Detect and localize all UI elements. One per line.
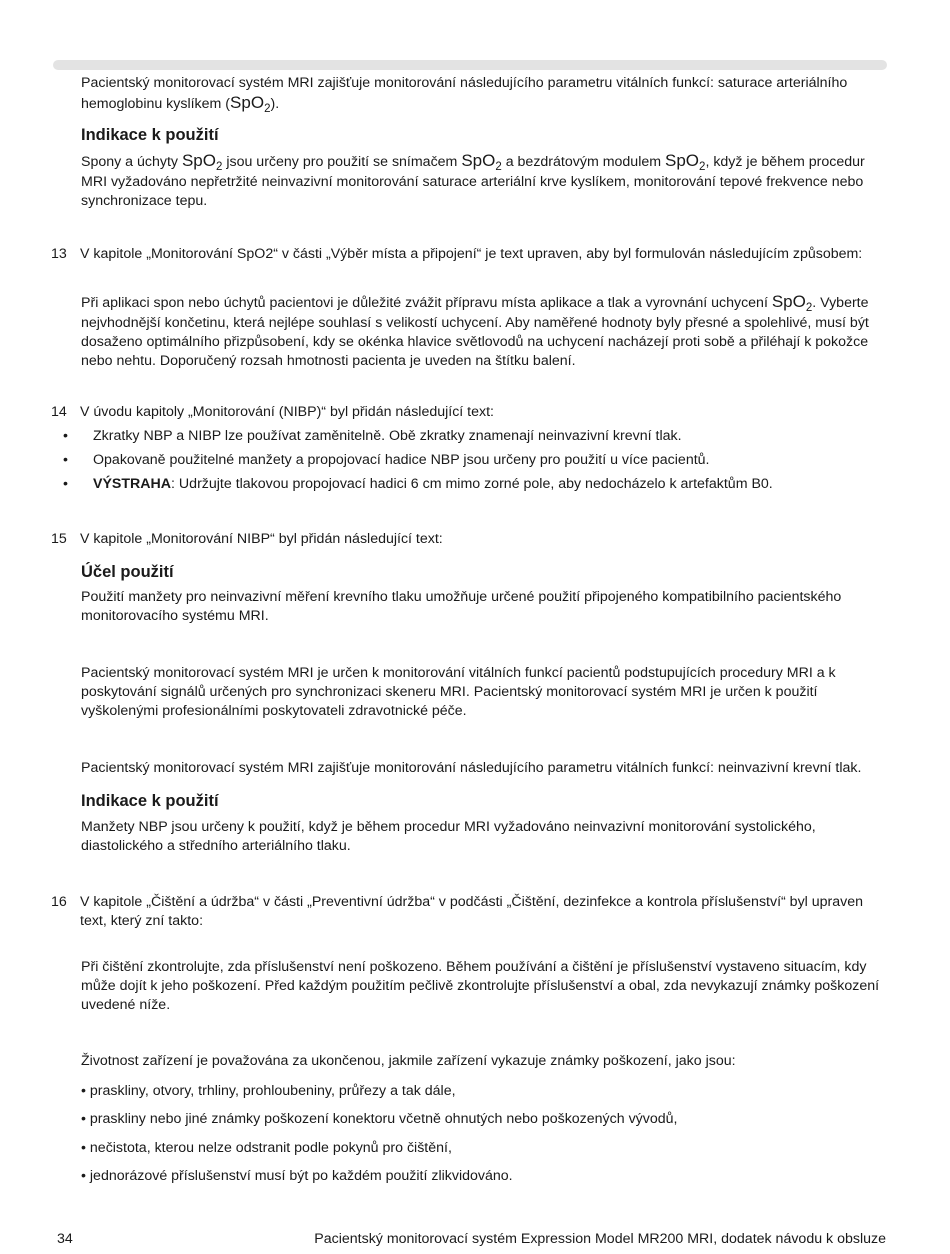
indication-heading-2: Indikace k použití: [81, 792, 219, 810]
section-16-para-1: Při čištění zkontrolujte, zda příslušenství není poškozeno. Během používání a čištění je příslušenství vystaveno situacím, kdy může dojít k jeho poškození. Před každým použitím pečlivě zkontrolujte příslušenství a obal, zda nevykazují známky poškození uvedené níže.: [81, 959, 880, 1013]
section-15-number: 15: [51, 531, 67, 547]
section-16-intro: V kapitole „Čištění a údržba“ v části „Preventivní údržba“ v podčásti „Čištění, dezinfekce a kontrola příslušenství“ byl upraven text, který zní takto:: [80, 894, 864, 929]
list-item: • Opakovaně použitelné manžety a propojovací hadice NBP jsou určeny pro použití u více pacientů.: [63, 452, 710, 468]
section-15-para-4: Manžety NBP jsou určeny k použití, když je během procedur MRI vyžadováno neinvazivní monitorování systolického, diastolického a středního arteriálního tlaku.: [81, 819, 816, 854]
list-item: • nečistota, kterou nelze odstranit podle pokynů pro čištění,: [81, 1140, 452, 1156]
spo2-indication: Spony a úchyty SpO$_2$ jsou určeny pro použití se snímačem SpO$_2$ a bezdrátovým modulem SpO$_2$, když je během procedur MRI vyžadováno nepřetržité neinvazivní monitorování saturace arteriální krve kyslíkem, monitorování tepové frekvence nebo synchronizace tepu.: [81, 151, 865, 209]
section-15-para-2: Pacientský monitorovací systém MRI je určen k monitorování vitálních funkcí pacientů podstupujících procedury MRI a k poskytování signálů určených pro synchronizaci skeneru MRI. Pacientský monitorovací systém MRI je určen k použití vyškolenými profesionálními poskytovateli zdravotnické péče.: [81, 665, 836, 719]
footer-title: Pacientský monitorovací systém Expression Model MR200 MRI, dodatek návodu k obsluze: [314, 1231, 886, 1247]
section-15-intro: V kapitole „Monitorování NIBP“ byl přidán následující text:: [80, 531, 443, 547]
list-item: • Zkratky NBP a NIBP lze používat zaměnitelně. Obě zkratky znamenají neinvazivní krevní tlak.: [63, 428, 682, 444]
section-15-para-1: Použití manžety pro neinvazivní měření krevního tlaku umožňuje určené použití připojeného kompatibilního pacientského monitorovacího systému MRI.: [81, 589, 842, 624]
section-16-number: 16: [51, 894, 67, 910]
list-item: • praskliny, otvory, trhliny, prohloubeniny, průřezy a tak dále,: [81, 1083, 456, 1099]
header-bar: [53, 60, 887, 70]
indication-heading: Indikace k použití: [81, 126, 219, 144]
warning-label: VÝSTRAHA: [93, 476, 172, 492]
section-13-number: 13: [51, 246, 67, 262]
purpose-heading: Účel použití: [81, 563, 174, 581]
section-15-para-3: Pacientský monitorovací systém MRI zajišťuje monitorování následujícího parametru vitálních funkcí: neinvazivní krevní tlak.: [81, 760, 862, 776]
spo2-intro: Pacientský monitorovací systém MRI zajišťuje monitorování následujícího parametru vitálních funkcí: saturace arteriálního hemoglobinu kyslíkem (SpO$_2$).: [81, 75, 848, 115]
section-13-intro: V kapitole „Monitorování SpO2“ v části „Výběr místa a připojení“ je text upraven, aby byl formulován následujícím způsobem:: [80, 246, 863, 262]
section-14-number: 14: [51, 404, 67, 420]
list-item: • jednorázové příslušenství musí být po každém použití zlikvidováno.: [81, 1168, 513, 1184]
page-number: 34: [57, 1231, 73, 1247]
section-13-body: Při aplikaci spon nebo úchytů pacientovi je důležité zvážit přípravu místa aplikace a tlak a vyrovnání uchycení SpO$_2$. Vyberte nejvhodnější končetinu, která nejlépe souhlasí s velikostí uchycení. Aby naměřené hodnoty byly přesné a spolehlivé, musí být dosaženo optimálního přizpůsobení, kdy se okénka hlavice světlovodů na uchycení nacházejí proti sobě a přiléhají k pokožce nebo nehtu. Doporučený rozsah hmotnosti pacienta je uveden na štítku balení.: [81, 292, 869, 369]
section-14-intro: V úvodu kapitoly „Monitorování (NIBP)“ byl přidán následující text:: [80, 404, 494, 420]
section-16-para-2: Životnost zařízení je považována za ukončenou, jakmile zařízení vykazuje známky poškození, jako jsou:: [81, 1053, 736, 1069]
warning-item: • VÝSTRAHA: Udržujte tlakovou propojovací hadici 6 cm mimo zorné pole, aby nedocházelo k artefaktům B0.: [63, 476, 773, 492]
list-item: • praskliny nebo jiné známky poškození konektoru včetně ohnutých nebo poškozených vývodů,: [81, 1111, 678, 1127]
